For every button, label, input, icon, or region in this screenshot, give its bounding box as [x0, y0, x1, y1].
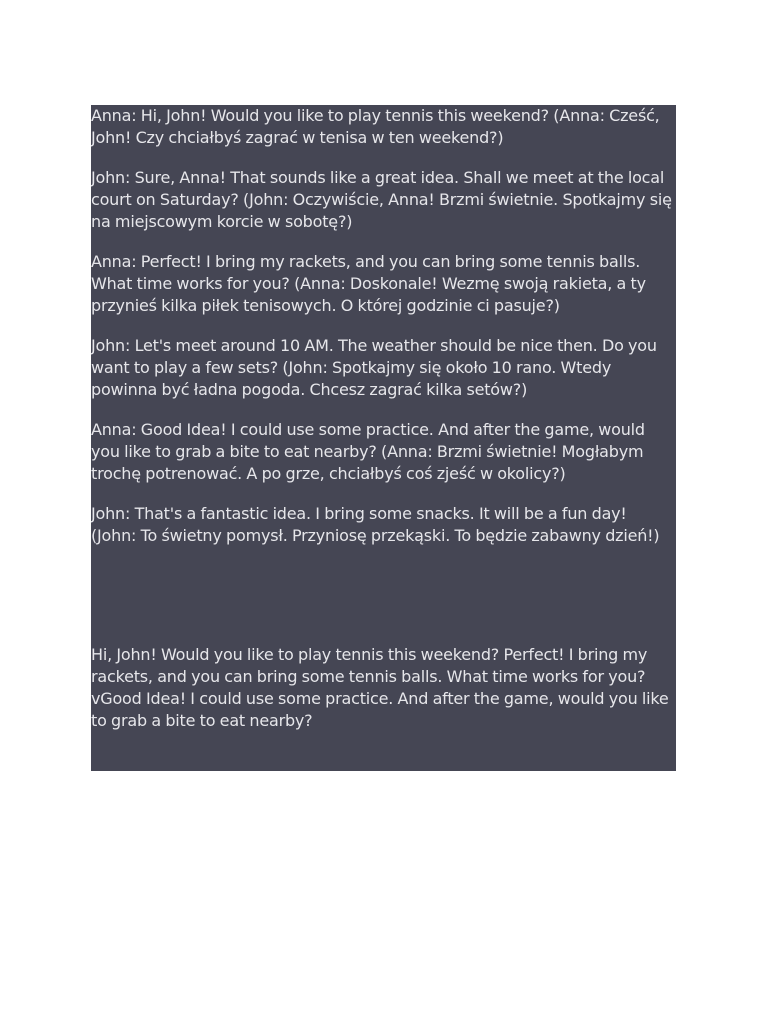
dialogue-paragraph-john-1: John: Sure, Anna! That sounds like a great idea. Shall we meet at the local court on Saturday? (John: Oczywiście, Anna! Brzmi świetnie. Spotkajmy się na miejscowym korcie w sobotę?) — [91, 168, 672, 231]
dialogue-paragraph-john-2: John: Let's meet around 10 AM. The weather should be nice then. Do you want to play a few sets? (John: Spotkajmy się około 10 rano. Wtedy powinna być ładna pogoda. Chcesz zagrać kilka setów?) — [91, 336, 657, 399]
dialogue-paragraph-john-3: John: That's a fantastic idea. I bring some snacks. It will be a fun day! (John: To świetny pomysł. Przyniosę przekąski. To będzie zabawny dzień!) — [91, 504, 660, 545]
summary-paragraph: Hi, John! Would you like to play tennis this weekend? Perfect! I bring my rackets, and you can bring some tennis balls. What time works for you? vGood Idea! I could use some practice. And after the game, would you like to grab a bite to eat nearby? — [91, 645, 669, 730]
dialogue-paragraph-anna-3: Anna: Good Idea! I could use some practice. And after the game, would you like to grab a bite to eat nearby? (Anna: Brzmi świetnie! Mogłabym trochę potrenować. A po grze, chciałbyś coś zjeść w okolicy?) — [91, 420, 645, 483]
dialogue-paragraph-anna-2: Anna: Perfect! I bring my rackets, and you can bring some tennis balls. What time works for you? (Anna: Doskonale! Wezmę swoją rakieta, a ty przynieś kilka piłek tenisowych. O której godzinie ci pasuje?) — [91, 252, 646, 315]
document-text-panel — [91, 105, 676, 771]
dialogue-paragraph-anna-1: Anna: Hi, John! Would you like to play tennis this weekend? (Anna: Cześć, John! Czy chciałbyś zagrać w tenisa w ten weekend?) — [91, 106, 660, 147]
dialogue-section — [91, 105, 676, 547]
